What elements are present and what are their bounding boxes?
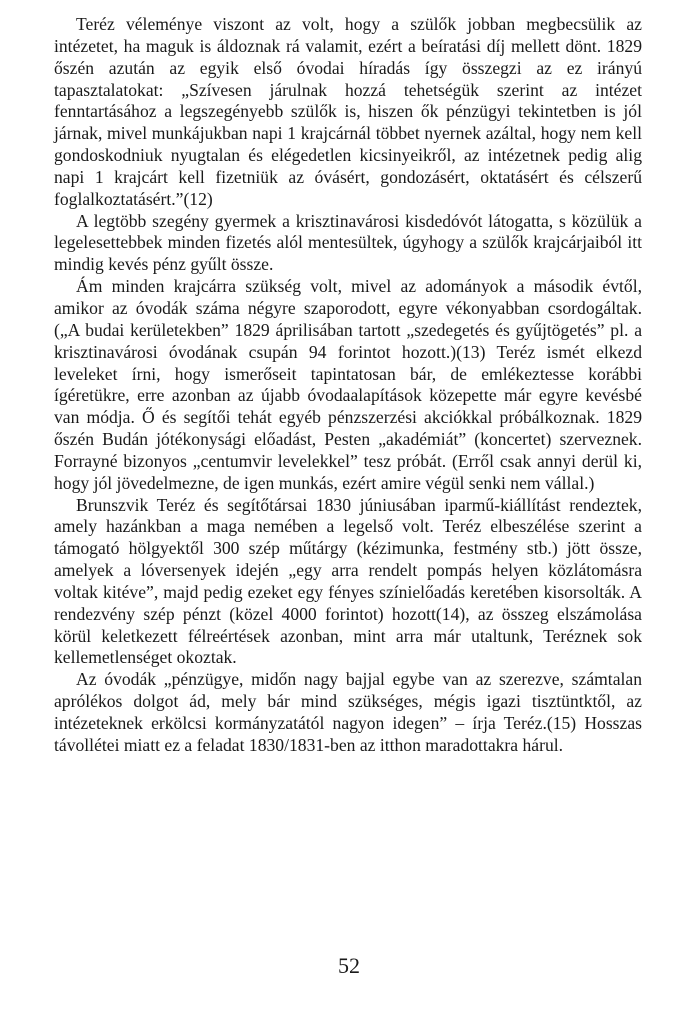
paragraph-1: Teréz véleménye viszont az volt, hogy a szülők jobban megbecsülik az intézetet, ha maguk is áldoznak rá valamit, ezért a beíratási díj mellett dönt. 1829 őszén azután az egyik első óvodai híradás így összegzi az ez irányú tapasztalatokat: „Szívesen járulnak hozzá tehetségük szerint az intézet fenntartásához a legszegényebb szülők is, hiszen ők pénzügyi tekintetben is jól járnak, mivel munkájukban napi 1 krajcárnál többet nyernek azáltal, hogy nem kell gondoskodniuk nyugtalan és elégedetlen kicsinyeikről, az intézetnek pedig alig napi 1 krajcárt kell fizetniük az óvásért, gondozásért, oktatásért és célszerű foglalkoztatásért.”(12) (54, 14, 642, 209)
paragraph-4: Brunszvik Teréz és segítőtársai 1830 júniusában iparmű-kiállítást rendeztek, amely hazánkban a maga nemében a legelső volt. Teréz elbeszélése szerint a támogató hölgyektől 300 szép műtárgy (kézimunka, festmény stb.) jött össze, amelyek a lóversenyek idején „egy arra rendelt pompás helyen közlátomásra voltak kitéve”, majd pedig ezeket egy fényes színielőadás keretében kisorsolták. A rendezvény szép pénzt (közel 4000 forintot) hozott(14), az összeg elszámolása körül keletkezett félreértések azonban, mint arra már utaltunk, Teréznek sok kellemetlenséget okoztak. (54, 494, 642, 668)
page-number: 52 (338, 953, 360, 978)
paragraph-3: Ám minden krajcárra szükség volt, mivel az adományok a második évtől, amikor az óvodák száma négyre szaporodott, egyre vékonyabban csordogáltak. („A budai kerületekben” 1829 áprilisában tartott „szedegetés és gyűjtögetés” pl. a krisztinavárosi óvodának csupán 94 forintot hozott.)(13) Teréz ismét elkezd leveleket írni, hogy ismerőseit tapintatosan bár, de emlékeztesse korábbi ígéretükre, erre azonban az újabb óvodaalapítások közepette már egyre kevésbé van módja. Ő és segítői tehát egyéb pénzszerzési akciókkal próbálkoznak. 1829 őszén Budán jótékonysági előadást, Pesten „akadémiát” (koncertet) szerveznek. Forrayné bizonyos „centumvir levelekkel” tesz próbát. (Erről csak annyi derül ki, hogy jól jövedelmezne, de igen munkás, ezért amire végül senki nem vállal.) (54, 276, 642, 493)
body-text (54, 14, 642, 757)
paragraph-5: Az óvodák „pénzügye, midőn nagy bajjal egybe van az szerezve, számtalan aprólékos dolgot ád, mely bár mind szükséges, mégis igazi tisztüntktől, az intézeteknek erkölcsi kormányzatától nagyon idegen” – írja Teréz.(15) Hosszas távollétei miatt ez a feladat 1830/1831-ben az itthon maradottakra hárul. (54, 669, 642, 755)
paragraph-2: A legtöbb szegény gyermek a krisztinavárosi kisdedóvót látogatta, s közülük a legelesettebbek minden fizetés alól mentesültek, úgyhogy a szülők krajcárjaiból itt mindig kevés pénz gyűlt össze. (54, 210, 642, 275)
